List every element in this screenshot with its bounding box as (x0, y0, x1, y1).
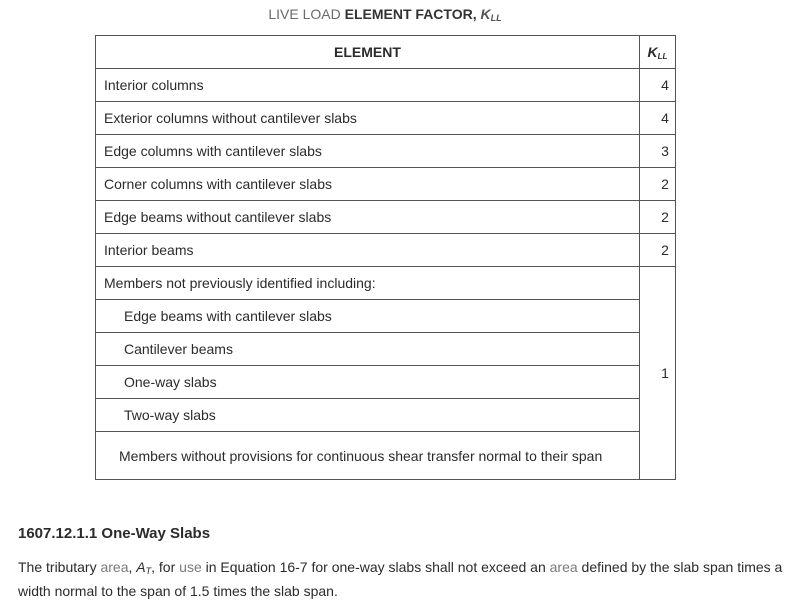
table-row (96, 300, 676, 333)
element-cell: Interior beams (96, 234, 640, 267)
element-cell: Exterior columns without cantilever slabs (96, 102, 640, 135)
kll-cell: 4 (640, 69, 676, 102)
section-heading: 1607.12.1.1 One-Way Slabs (18, 525, 211, 542)
kll-cell: 2 (640, 201, 676, 234)
table-row (96, 366, 676, 399)
area-link-2[interactable]: area (549, 559, 578, 575)
kll-cell: 3 (640, 135, 676, 168)
section-paragraph: The tributary area, $A_T$, for use in Equation 16-7 for one-way slabs shall not exceed an area defined by the slab span times a width normal to the span of 1.5 times the slab span. (18, 559, 783, 599)
kll-cell: 2 (640, 168, 676, 201)
table-row (96, 267, 676, 300)
live-load-element-factor-table (95, 35, 676, 480)
kll-cell: 4 (640, 102, 676, 135)
table-row (96, 201, 676, 234)
kll-cell: 2 (640, 234, 676, 267)
table-row (96, 432, 676, 480)
use-link[interactable]: use (179, 559, 202, 575)
table-row (96, 399, 676, 432)
header-kll: $K_{LL}$ (640, 36, 676, 69)
element-cell: Corner columns with cantilever slabs (96, 168, 640, 201)
group-kll-cell: 1 (640, 267, 676, 480)
table-row (96, 333, 676, 366)
group-item-cell: Edge beams with cantilever slabs (96, 300, 640, 333)
table-row (96, 168, 676, 201)
symbol-at: $A_T$ (136, 559, 152, 576)
group-item-cell: Cantilever beams (96, 333, 640, 366)
element-cell: Interior columns (96, 69, 640, 102)
group-title-cell: Members not previously identified including: (96, 267, 640, 300)
group-item-cell: One-way slabs (96, 366, 640, 399)
table-row (96, 135, 676, 168)
caption-symbol: $K_{LL}$ (480, 6, 502, 23)
header-element: ELEMENT (96, 36, 640, 69)
caption-lead: LIVE LOAD (268, 6, 341, 22)
caption-main: ELEMENT FACTOR, (344, 6, 477, 22)
area-link[interactable]: area (100, 559, 129, 575)
table-row (96, 234, 676, 267)
element-cell: Edge columns with cantilever slabs (96, 135, 640, 168)
table-caption (0, 6, 770, 26)
table-row (96, 102, 676, 135)
group-item-cell: Two-way slabs (96, 399, 640, 432)
element-cell: Edge beams without cantilever slabs (96, 201, 640, 234)
group-item-cell: Members without provisions for continuous shear transfer normal to their span (96, 432, 640, 480)
table-row (96, 69, 676, 102)
table-header-row (96, 36, 676, 69)
